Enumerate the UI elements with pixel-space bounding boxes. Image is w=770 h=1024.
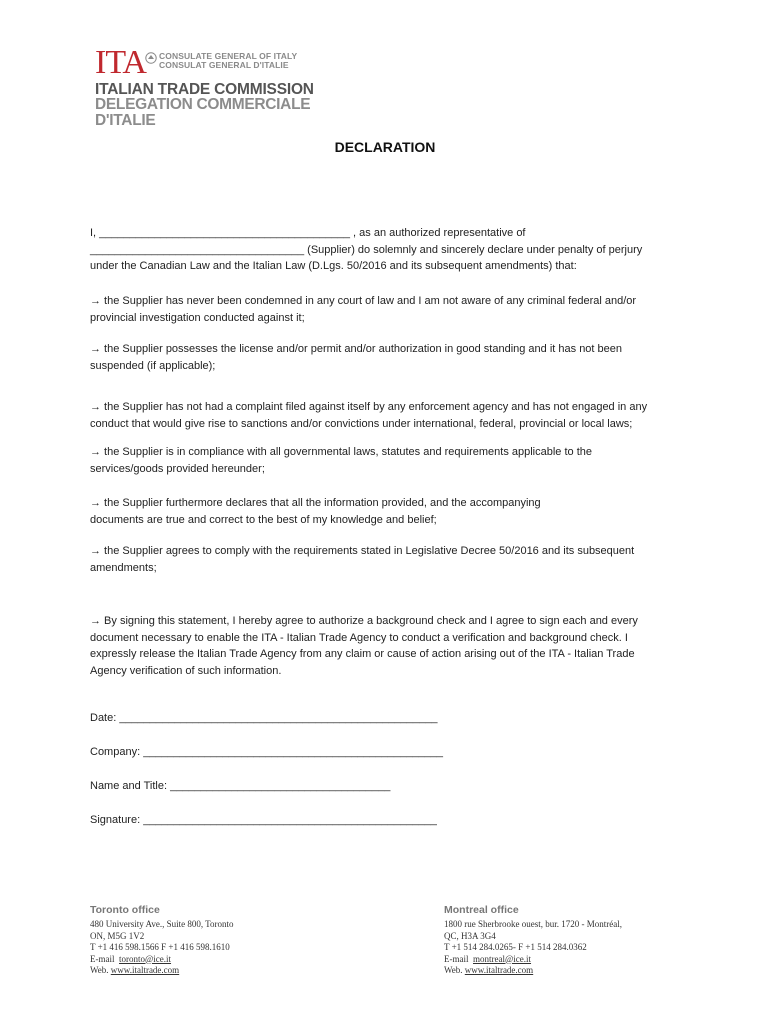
montreal-office [444, 904, 622, 977]
office-address: ON, M5G 1V2 [90, 930, 145, 941]
signature-field[interactable]: Signature: ________________________________________________ [90, 814, 437, 826]
clause-line: conduct that would give rise to sanctions and/or convictions under international, federal, provincial or local laws; [90, 417, 633, 430]
clause-line: → the Supplier furthermore declares that all the information provided, and the accompanying [90, 497, 541, 509]
email-label: E-mail [444, 953, 469, 964]
office-web-row [90, 965, 234, 977]
web-label: Web. [444, 965, 463, 975]
office-web-row [444, 965, 622, 977]
consent-line: document necessary to enable the ITA - Italian Trade Agency to conduct a verification and background check. I [90, 631, 628, 644]
consent-line: expressly release the Italian Trade Agency from any claim or cause of action arising out of the ITA - Italian Trade [90, 648, 635, 660]
emblem-icon [145, 52, 157, 64]
consulate-line-fr: CONSULAT GENERAL D'ITALIE [159, 60, 289, 70]
web-link[interactable]: www.italtrade.com [464, 965, 534, 975]
email-link[interactable]: toronto@ice.it [119, 953, 172, 964]
office-email-row [444, 954, 622, 966]
clause-line: amendments; [90, 561, 157, 574]
clause-line: → the Supplier possesses the license and/or permit and/or authorization in good standing and it has not been [90, 343, 623, 355]
date-field[interactable]: Date: ____________________________________________________ [90, 712, 438, 724]
consent-line: → By signing this statement, I hereby agree to authorize a background check and I agree to sign each and every [90, 615, 638, 627]
clause-license [90, 341, 686, 374]
intro-paragraph [90, 225, 686, 275]
office-address: QC, H3A 3G4 [444, 930, 496, 941]
office-phone: T +1 416 598.1566 F +1 416 598.1610 [90, 942, 230, 952]
commission-name-en: ITALIAN TRADE COMMISSION [95, 81, 314, 98]
office-address: 1800 rue Sherbrooke ouest, bur. 1720 - Montréal, [444, 919, 622, 929]
web-label: Web. [90, 965, 109, 975]
consent-line: Agency verification of such information. [90, 664, 282, 677]
office-address: 480 University Ave., Suite 800, Toronto [90, 919, 234, 929]
intro-line: under the Canadian Law and the Italian Law (D.Lgs. 50/2016 and its subsequent amendments) that: [90, 260, 577, 272]
office-email-row [90, 954, 234, 966]
office-title: Montreal office [444, 904, 519, 916]
document-title: DECLARATION [334, 139, 436, 155]
clause-line: → the Supplier is in compliance with all governmental laws, statutes and requirements applicable to the [90, 446, 592, 458]
clause-legislative-decree [90, 543, 686, 576]
intro-line: ___________________________________ (Supplier) do solemnly and sincerely declare under penalty of perjury [90, 243, 643, 256]
clause-line: provincial investigation conducted against it; [90, 311, 305, 324]
consent-paragraph [90, 613, 686, 679]
clause-line: → the Supplier has never been condemned in any court of law and I am not aware of any criminal federal and/or [90, 295, 637, 307]
clause-line: suspended (if applicable); [90, 359, 216, 372]
clause-line: documents are true and correct to the best of my knowledge and belief; [90, 513, 437, 526]
toronto-office [90, 904, 234, 977]
ita-logo [95, 44, 355, 129]
intro-line: I, _________________________________________ , as an authorized representative of [90, 227, 526, 239]
clause-no-complaint [90, 399, 686, 432]
clause-never-condemned [90, 293, 686, 326]
logo-wordmark: ITA [95, 44, 146, 81]
company-field[interactable]: Company: _________________________________________________ [90, 746, 443, 758]
clause-information-true [90, 495, 686, 528]
clause-compliance [90, 444, 686, 477]
office-phone: T +1 514 284.0265- F +1 514 284.0362 [444, 942, 587, 952]
email-link[interactable]: montreal@ice.it [473, 953, 532, 964]
name-title-field[interactable]: Name and Title: ____________________________________ [90, 780, 391, 792]
office-title: Toronto office [90, 904, 160, 916]
consulate-line-en: CONSULATE GENERAL OF ITALY [159, 51, 298, 61]
clause-line: → the Supplier has not had a complaint filed against itself by any enforcement agency and has not engaged in any [90, 401, 648, 413]
web-link[interactable]: www.italtrade.com [110, 965, 180, 975]
commission-name-fr: DELEGATION COMMERCIALE D'ITALIE [95, 96, 311, 129]
email-label: E-mail [90, 953, 115, 964]
clause-line: services/goods provided hereunder; [90, 462, 265, 475]
clause-line: → the Supplier agrees to comply with the requirements stated in Legislative Decree 50/2016 and its subsequent [90, 545, 635, 557]
